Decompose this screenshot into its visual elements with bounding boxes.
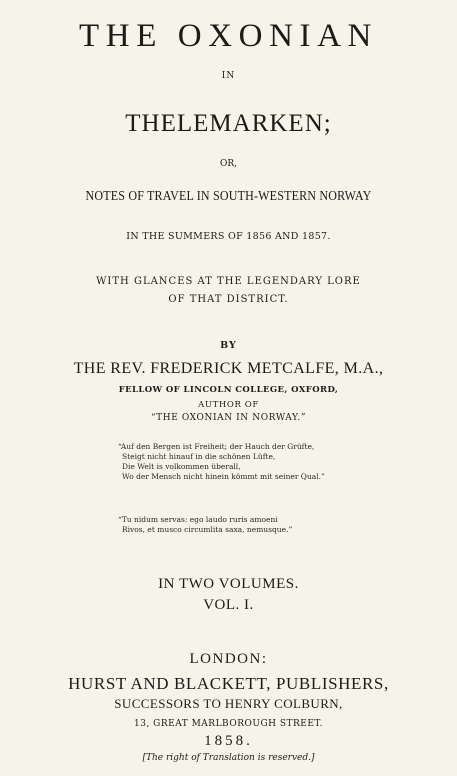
book-place-title: THELEMARKEN; bbox=[125, 110, 332, 137]
glances-line-2: OF THAT DISTRICT. bbox=[168, 294, 289, 305]
epigraph-line: Rivos, et musco circumlita saxa, nemusque.” bbox=[122, 525, 293, 534]
volume-count: IN TWO VOLUMES. bbox=[158, 576, 299, 592]
publisher-successors: SUCCESSORS TO HENRY COLBURN, bbox=[114, 696, 343, 711]
title-connector-in: IN bbox=[221, 71, 236, 81]
author-of-label: AUTHOR OF bbox=[198, 400, 259, 410]
publisher-name: HURST AND BLACKETT, PUBLISHERS, bbox=[68, 674, 389, 693]
publication-city: LONDON: bbox=[189, 651, 268, 667]
author-name: THE REV. FREDERICK METCALFE, M.A., bbox=[73, 360, 384, 377]
epigraph-line: Steigt nicht hinauf in die schönen Lüfte, bbox=[122, 452, 276, 461]
publication-year: 1858. bbox=[204, 733, 253, 749]
book-subtitle: NOTES OF TRAVEL IN SOUTH-WESTERN NORWAY bbox=[85, 189, 372, 204]
title-connector-or: OR, bbox=[219, 159, 237, 169]
author-fellowship: FELLOW OF LINCOLN COLLEGE, OXFORD, bbox=[118, 385, 339, 395]
epigraph-line: Die Welt is volkommen überall, bbox=[122, 462, 241, 471]
epigraph-german bbox=[118, 442, 418, 482]
rights-notice: [The right of Translation is reserved.] bbox=[142, 753, 315, 763]
epigraph-line: Wo der Mensch nicht hinein kömmt mit seiner Qual.” bbox=[122, 472, 325, 481]
epigraph-latin bbox=[118, 515, 418, 535]
epigraph-line: “Auf den Bergen ist Freiheit; der Hauch der Grüfte, bbox=[118, 442, 315, 451]
glances-line-1: WITH GLANCES AT THE LEGENDARY LORE bbox=[96, 276, 361, 287]
publisher-address: 13, GREAT MARLBOROUGH STREET. bbox=[134, 719, 323, 729]
previous-work: “THE OXONIAN IN NORWAY.” bbox=[150, 413, 307, 423]
volume-number: VOL. I. bbox=[203, 597, 254, 613]
epigraph-line: “Tu nidum servas: ego laudo ruris amoeni bbox=[118, 515, 278, 524]
book-title: THE OXONIAN bbox=[79, 18, 378, 54]
by-label: BY bbox=[220, 340, 237, 351]
travel-dates: IN THE SUMMERS OF 1856 AND 1857. bbox=[126, 231, 331, 242]
